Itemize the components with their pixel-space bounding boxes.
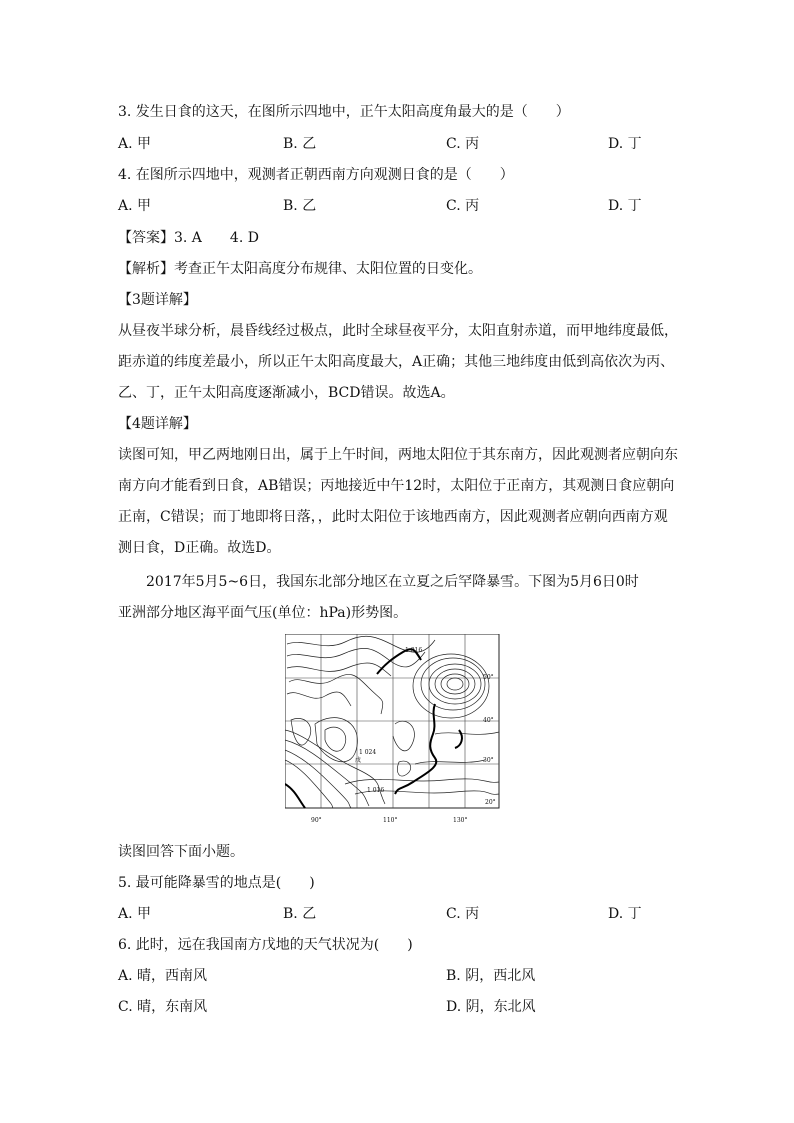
intro-line: 亚洲部分地区海平面气压(单位：hPa)形势图。 bbox=[118, 605, 408, 621]
q4-stem: 4. 在图所示四地中，观测者正朝西南方向观测日食的是（ ） bbox=[118, 167, 514, 183]
q4-detail-line: 测日食，D正确。故选D。 bbox=[118, 540, 281, 556]
isobar-label: 1 024 bbox=[359, 749, 377, 756]
lat-label: 30° bbox=[483, 757, 494, 764]
intro-line: 2017年5月5~6日，我国东北部分地区在立夏之后罕降暴雪。下图为5月6日0时 bbox=[146, 574, 639, 590]
q4-detail-line: 正南，C错误；而丁地即将日落，，此时太阳位于该地西南方，因此观测者应朝向西南方观 bbox=[118, 509, 668, 525]
q3-detail-line: 从昼夜半球分析，晨昏线经过极点，此时全球昼夜平分，太阳直射赤道，而甲地纬度最低， bbox=[118, 323, 678, 339]
lat-label: 20° bbox=[485, 799, 496, 806]
lon-label: 110° bbox=[383, 817, 398, 824]
q5-option-a: A. 甲 bbox=[118, 906, 152, 922]
q3-option-d: D. 丁 bbox=[608, 136, 642, 152]
q5-stem: 5. 最可能降暴雪的地点是( ) bbox=[118, 875, 315, 891]
q3-detail-line: 乙、丁，正午太阳高度逐渐减小，BCD错误。故选A。 bbox=[118, 385, 455, 401]
q3-stem: 3. 发生日食的这天，在图所示四地中，正午太阳高度角最大的是（ ） bbox=[118, 104, 570, 120]
lon-label: 90° bbox=[311, 817, 322, 824]
isobar-label: 1 016 bbox=[405, 647, 423, 654]
isobar-label: 1 016 bbox=[367, 787, 385, 794]
q4-option-d: D. 丁 bbox=[608, 198, 642, 214]
q5-option-c: C. 丙 bbox=[446, 906, 480, 922]
q4-detail-line: 读图可知，甲乙两地刚日出，属于上午时间，两地太阳位于其东南方，因此观测者应朝向东 bbox=[118, 447, 678, 463]
lon-label: 130° bbox=[453, 817, 468, 824]
q5-option-b: B. 乙 bbox=[283, 906, 317, 922]
lat-label: 40° bbox=[483, 717, 494, 724]
q4-option-b: B. 乙 bbox=[283, 198, 317, 214]
read-map-line: 读图回答下面小题。 bbox=[118, 844, 244, 860]
q3-option-b: B. 乙 bbox=[283, 136, 317, 152]
q6-stem: 6. 此时，远在我国南方戊地的天气状况为( ) bbox=[118, 937, 413, 953]
q5-option-d: D. 丁 bbox=[608, 906, 642, 922]
q3-option-a: A. 甲 bbox=[118, 136, 152, 152]
point-label-wu: 戊 bbox=[355, 757, 362, 764]
q6-option-d: D. 阴，东北风 bbox=[446, 999, 536, 1015]
analysis-line: 【解析】考查正午太阳高度分布规律、太阳位置的日变化。 bbox=[118, 261, 482, 277]
q6-option-b: B. 阴，西北风 bbox=[446, 968, 536, 984]
q4-detail-title: 【4题详解】 bbox=[118, 416, 197, 432]
q3-detail-line: 距赤道的纬度差最小，所以正午太阳高度最大，A正确；其他三地纬度由低到高依次为丙、 bbox=[118, 354, 675, 370]
q4-option-a: A. 甲 bbox=[118, 198, 152, 214]
q3-detail-title: 【3题详解】 bbox=[118, 292, 197, 308]
q6-option-c: C. 晴，东南风 bbox=[118, 999, 208, 1015]
q4-option-c: C. 丙 bbox=[446, 198, 480, 214]
q6-option-a: A. 晴，西南风 bbox=[118, 968, 208, 984]
pressure-map bbox=[285, 634, 517, 828]
answer-line: 【答案】3. A 4. D bbox=[118, 230, 259, 246]
q4-detail-line: 南方向才能看到日食，AB错误；丙地接近中午12时，太阳位于正南方，其观测日食应朝向 bbox=[118, 478, 675, 494]
q3-option-c: C. 丙 bbox=[446, 136, 480, 152]
lat-label: 50° bbox=[483, 674, 494, 681]
